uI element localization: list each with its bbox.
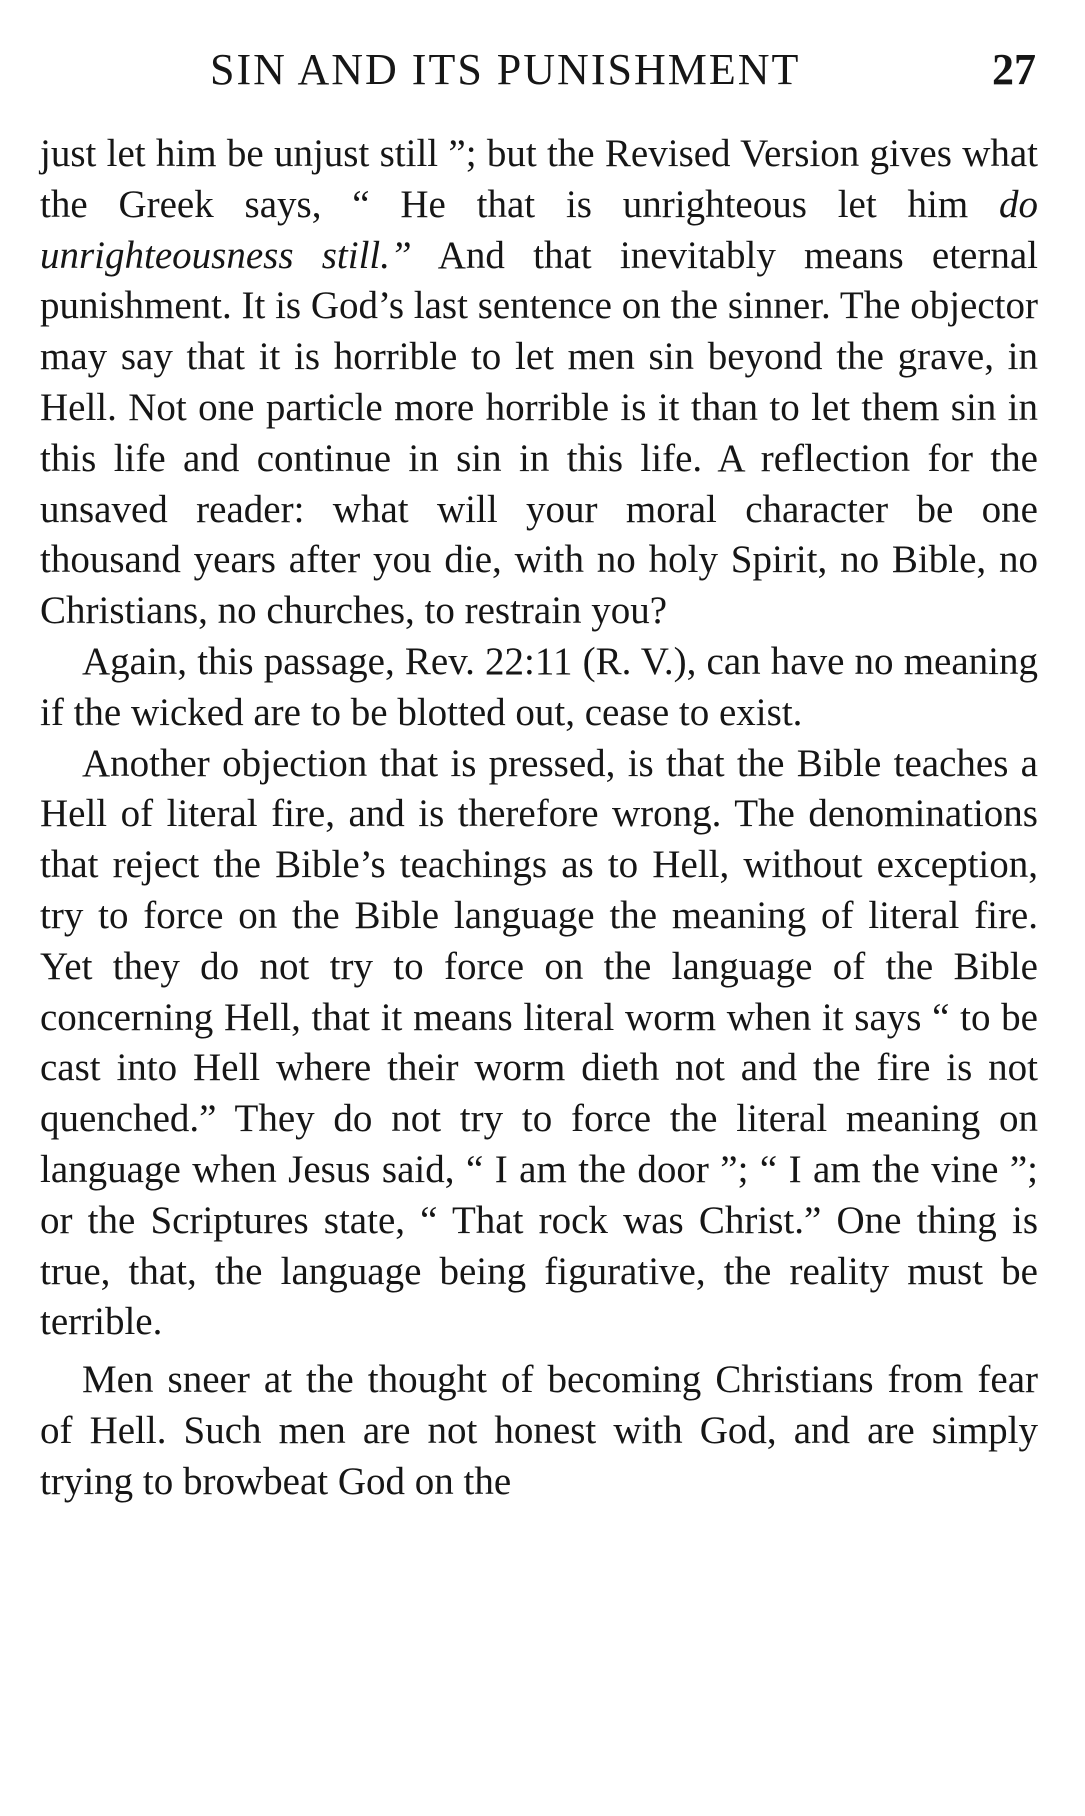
- running-title: SIN AND ITS PUNISHMENT: [210, 45, 801, 94]
- paragraph-4: Men sneer at the thought of becoming Christians from fear of Hell. Such men are not honest with God, and are simply trying to browbeat God on the: [40, 1358, 1038, 1503]
- paragraph-1-text-after: And that inevitably means eternal punishment. It is God’s last sentence on the sinner. The objector may say that it is horrible to let men sin beyond the grave, in Hell. Not one particle more horrible is it than to let them sin in this life and continue in sin in this life. A reflection for the unsaved reader: what will your moral character be one thousand years after you die, with no holy Spirit, no Bible, no Christians, no churches, to restrain you?: [40, 233, 1038, 633]
- running-head: [40, 40, 1036, 100]
- paragraph-3: Another objection that is pressed, is that the Bible teaches a Hell of literal fire, and is therefore wrong. The denominations that reject the Bible’s teachings as to Hell, without exception, try to force on the Bible language the meaning of literal fire. Yet they do not try to force on the language of the Bible concerning Hell, that it means literal worm when it says “ to be cast into Hell where their worm dieth not and the fire is not quenched.” They do not try to force the literal meaning on language when Jesus said, “ I am the door ”; “ I am the vine ”; or the Scriptures state, “ That rock was Christ.” One thing is true, that, the language being figurative, the reality must be terrible.: [40, 741, 1038, 1344]
- body-text: [40, 129, 1038, 1508]
- paragraph-1-text-before: just let him be unjust still ”; but the Revised Version gives what the Greek says, “ He that is unrighteous let him: [40, 132, 1038, 226]
- page-number: 27: [992, 45, 1036, 94]
- paragraph-2: Again, this passage, Rev. 22:11 (R. V.), can have no meaning if the wicked are to be blotted out, cease to exist.: [40, 639, 1038, 734]
- italic-phrase: do unrighteousness still.”: [40, 182, 1038, 277]
- paragraph-continued: [40, 129, 1038, 637]
